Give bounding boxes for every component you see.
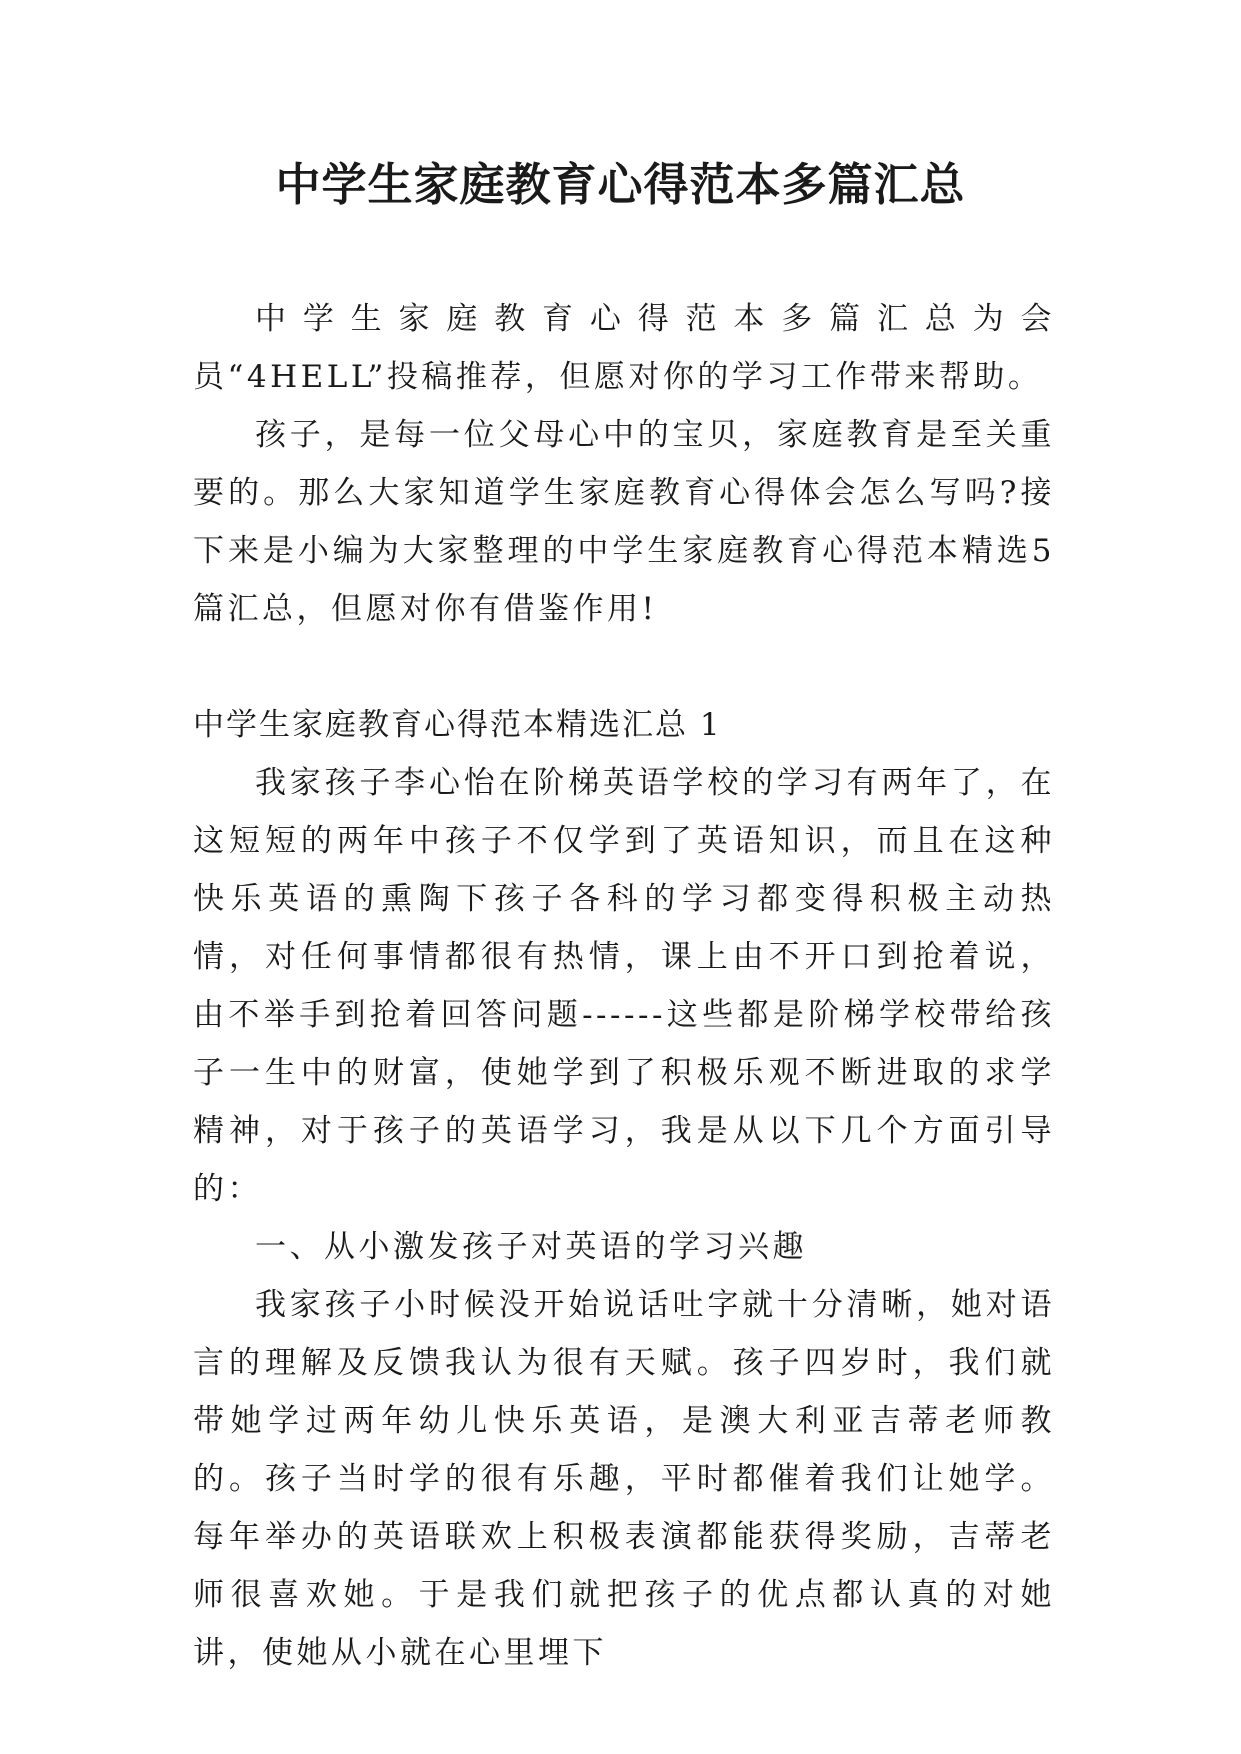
section-heading: 中学生家庭教育心得范本精选汇总 1 (193, 707, 722, 743)
intro-paragraph: 中学生家庭教育心得范本多篇汇总为会员“4HELL”投稿推荐，但愿对你的学习工作带来帮助。 (193, 301, 1055, 395)
section-paragraph: 我家孩子小时候没开始说话吐字就十分清晰，她对语言的理解及反馈我认为很有天赋。孩子四岁时，我们就带她学过两年幼儿快乐英语，是澳大利亚吉蒂老师教的。孩子当时学的很有乐趣，平时都催着我们让她学。每年举办的英语联欢上积极表演都能获得奖励，吉蒂老师很喜欢她。于是我们就把孩子的优点都认真的对她讲，使她从小就在心里埋下 (193, 1287, 1055, 1671)
document-title: 中学生家庭教育心得范本多篇汇总 (275, 158, 966, 211)
document-body (193, 290, 1055, 1682)
section-subheading: 一、从小激发孩子对英语的学习兴趣 (255, 1229, 807, 1265)
intro-paragraph: 孩子，是每一位父母心中的宝贝，家庭教育是至关重要的。那么大家知道学生家庭教育心得体会怎么写吗?接下来是小编为大家整理的中学生家庭教育心得范本精选5篇汇总，但愿对你有借鉴作用! (193, 417, 1055, 627)
section-paragraph: 我家孩子李心怡在阶梯英语学校的学习有两年了，在这短短的两年中孩子不仅学到了英语知识，而且在这种快乐英语的熏陶下孩子各科的学习都变得积极主动热情，对任何事情都很有热情，课上由不开口到抢着说，由不举手到抢着回答问题------这些都是阶梯学校带给孩子一生中的财富，使她学到了积极乐观不断进取的求学精神，对于孩子的英语学习，我是从以下几个方面引导的： (193, 765, 1055, 1207)
